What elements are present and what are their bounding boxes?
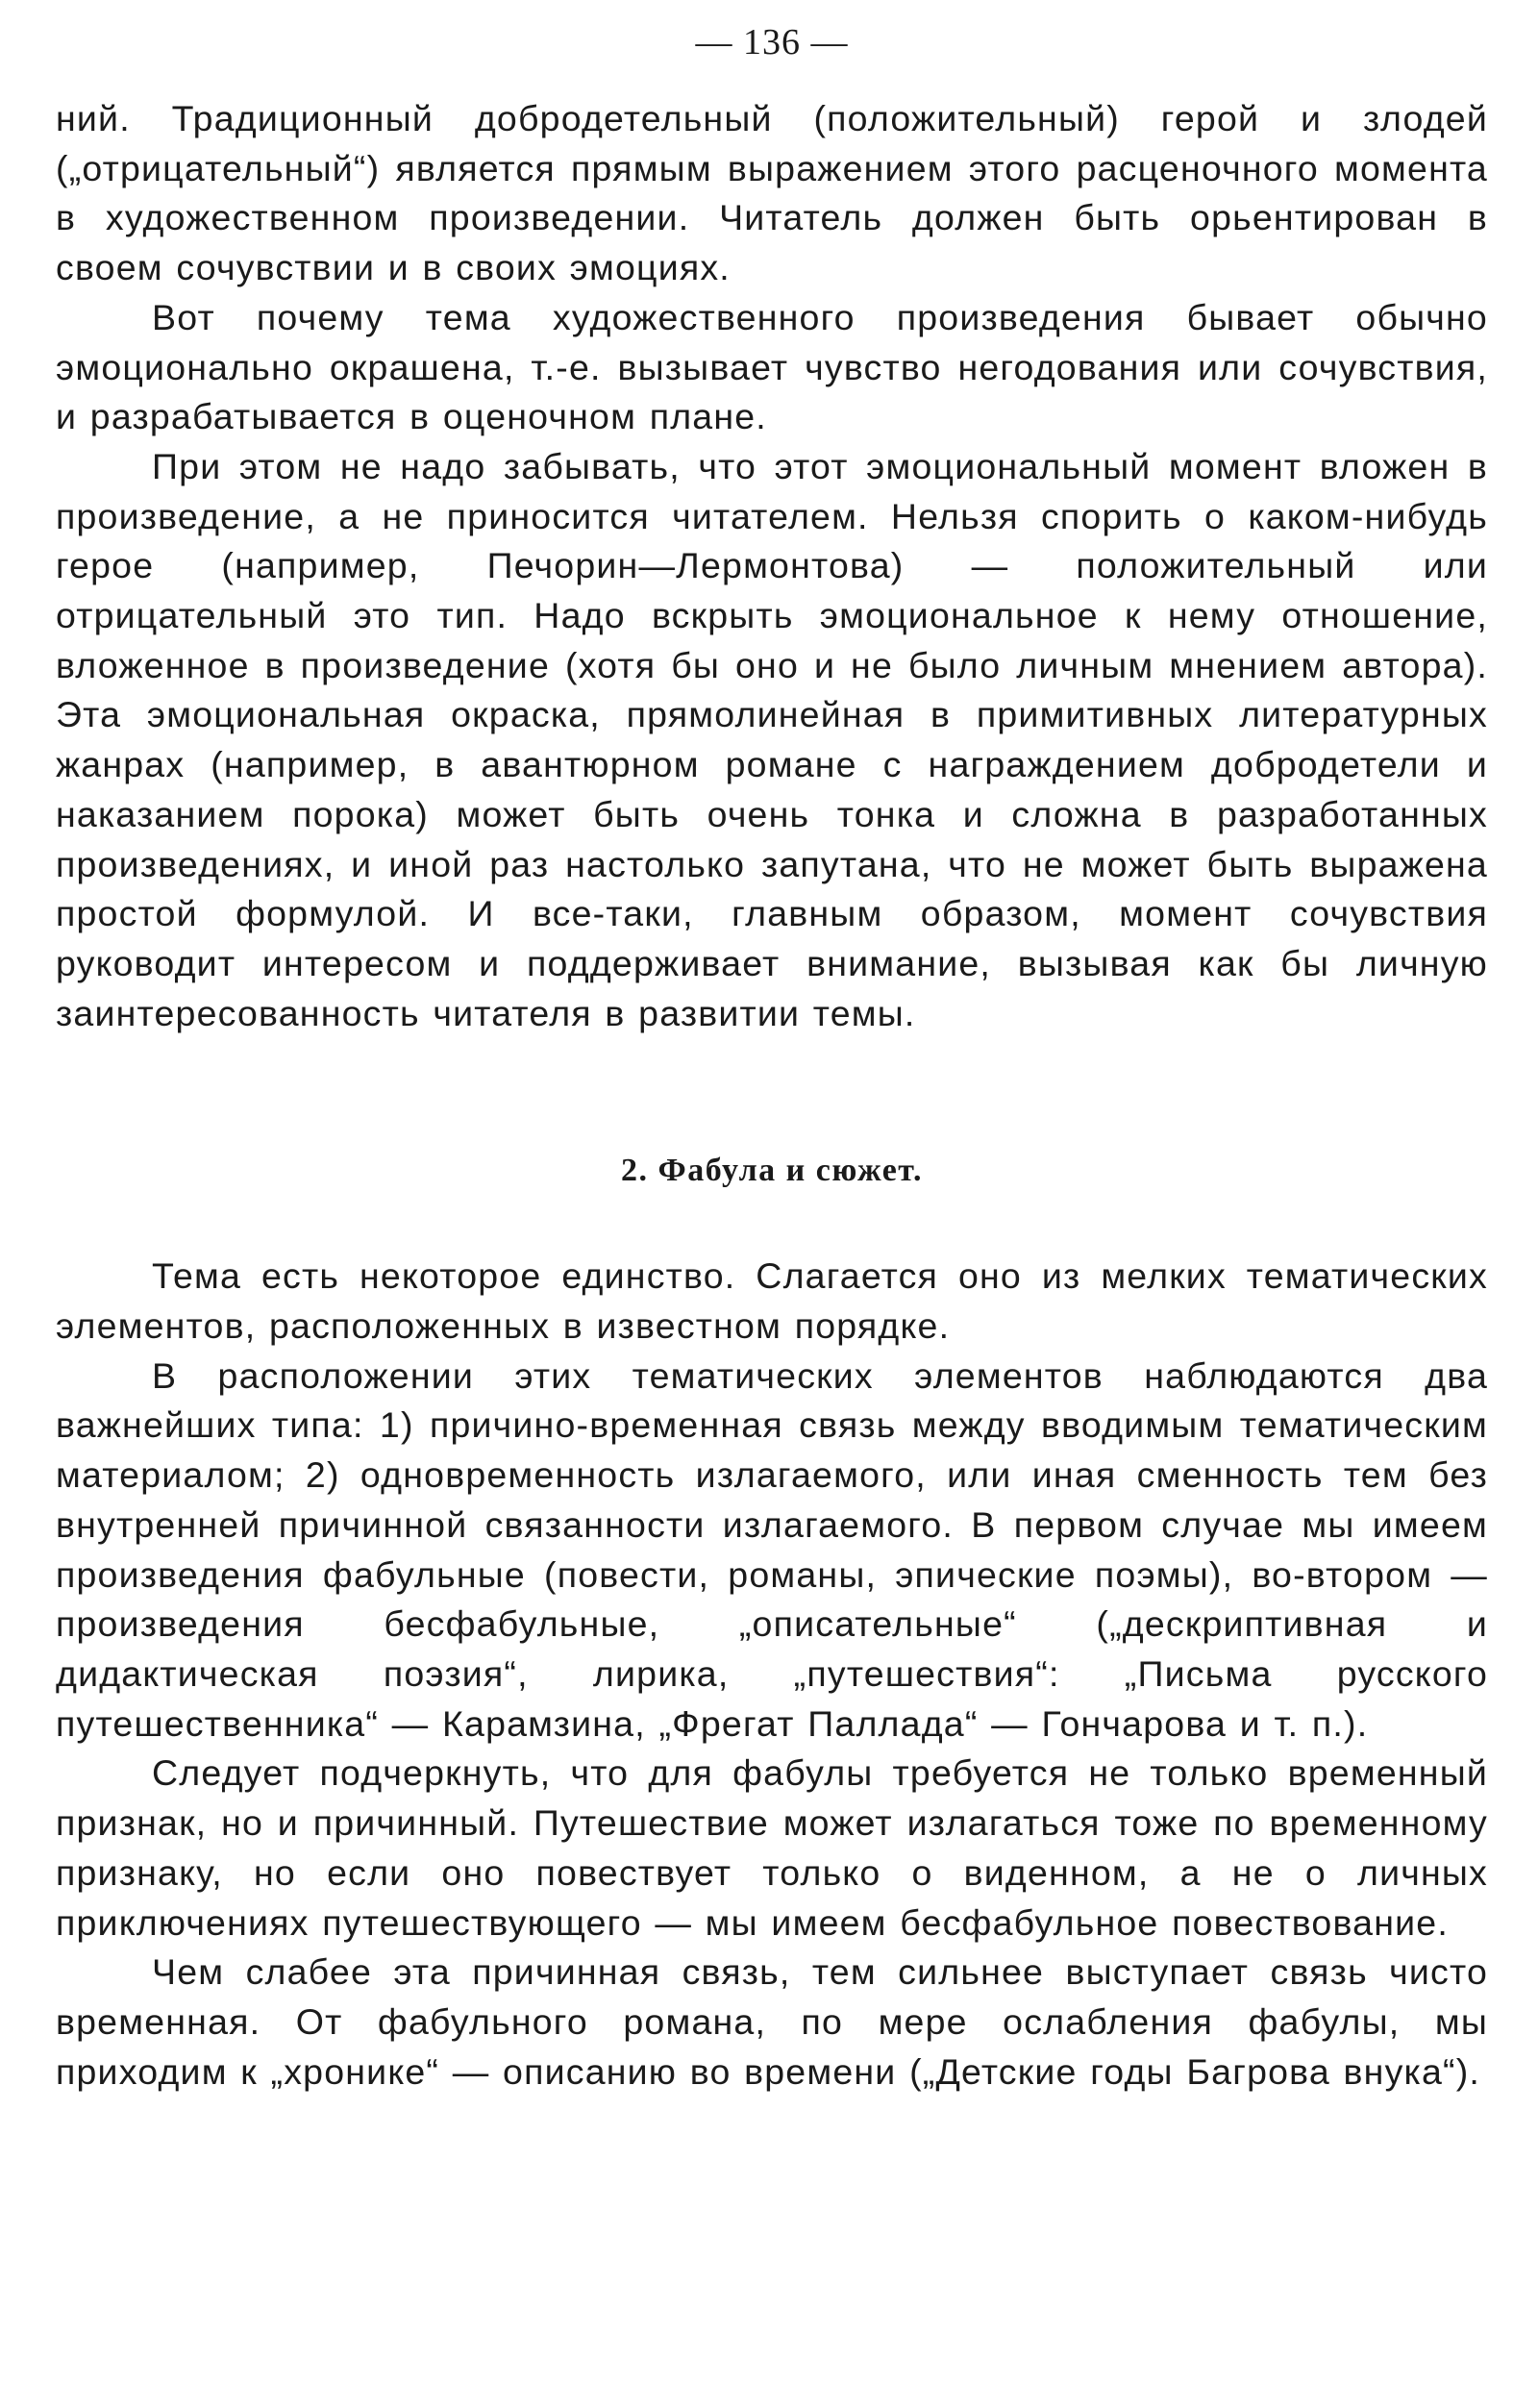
paragraph: Чем слабее эта причинная связь, тем сильнее выступает связь чисто временная. От фабульного романа, по мере ослабления фабулы, мы приходим к „хронике“ — описанию во времени („Детские годы Багрова внука“). bbox=[56, 1951, 1488, 2092]
paragraph: Тема есть некоторое единство. Слагается оно из мелких тематических элементов, расположенных в известном порядке. bbox=[56, 1255, 1488, 1347]
paragraph: При этом не надо забывать, что этот эмоциональный момент вложен в произведение, а не приносится читателем. Нельзя спорить о каком-нибудь герое (например, Печорин—Лермонтова) — положительный или отрицательный это тип. Надо вскрыть эмоциональное к нему отношение, вложенное в произведение (хотя бы оно и не было личным мнением автора). Эта эмоциональная окраска, прямолинейная в примитивных литературных жанрах (например, в авантюрном романе с награждением добродетели и наказанием порока) может быть очень тонка и сложна в разработанных произведениях, и иной раз настолько запутана, что не может быть выражена простой формулой. И все-таки, главным образом, момент сочувствия руководит интересом и поддерживает внимание, вызывая как бы личную заинтересованность читателя в развитии темы. bbox=[56, 445, 1488, 1033]
section-heading: 2. Фабула и сюжет. bbox=[621, 1153, 923, 1189]
paragraph: Вот почему тема художественного произведения бывает обычно эмоционально окрашена, т.-е. вызывает чувство негодования или сочувствия, и разрабатывается в оценочном плане. bbox=[56, 296, 1488, 437]
book-page bbox=[56, 21, 1488, 2097]
paragraph: Следует подчеркнуть, что для фабулы требуется не только временный признак, но и причинный. Путешествие может излагаться тоже по временному признаку, но если оно повествует только о виденном, а не о личных приключениях путешествующего — мы имеем бесфабульное повествование. bbox=[56, 1752, 1488, 1943]
paragraph: В расположении этих тематических элементов наблюдаются два важнейших типа: 1) причино-временная связь между вводимым тематическим материалом; 2) одновременность излагаемого, или иная сменность тем без внутренней причинной связанности излагаемого. В первом случае мы имеем произведения фабульные (повести, романы, эпические поэмы), во-втором — произведения бесфабульные, „описательные“ („дескриптивная и дидактическая поэзия“, лирика, „путешествия“: „Письма русского путешественника“ — Карамзина, „Фрегат Паллада“ — Гончарова и т. п.). bbox=[56, 1354, 1488, 1744]
paragraph-continuation: ний. Традиционный добродетельный (положительный) герой и злодей („отрицательный“) является прямым выражением этого расценочного момента в художественном произведении. Читатель должен быть орьентирован в своем сочувствии и в своих эмоциях. bbox=[56, 98, 1488, 288]
page-number: — 136 — bbox=[695, 22, 849, 62]
